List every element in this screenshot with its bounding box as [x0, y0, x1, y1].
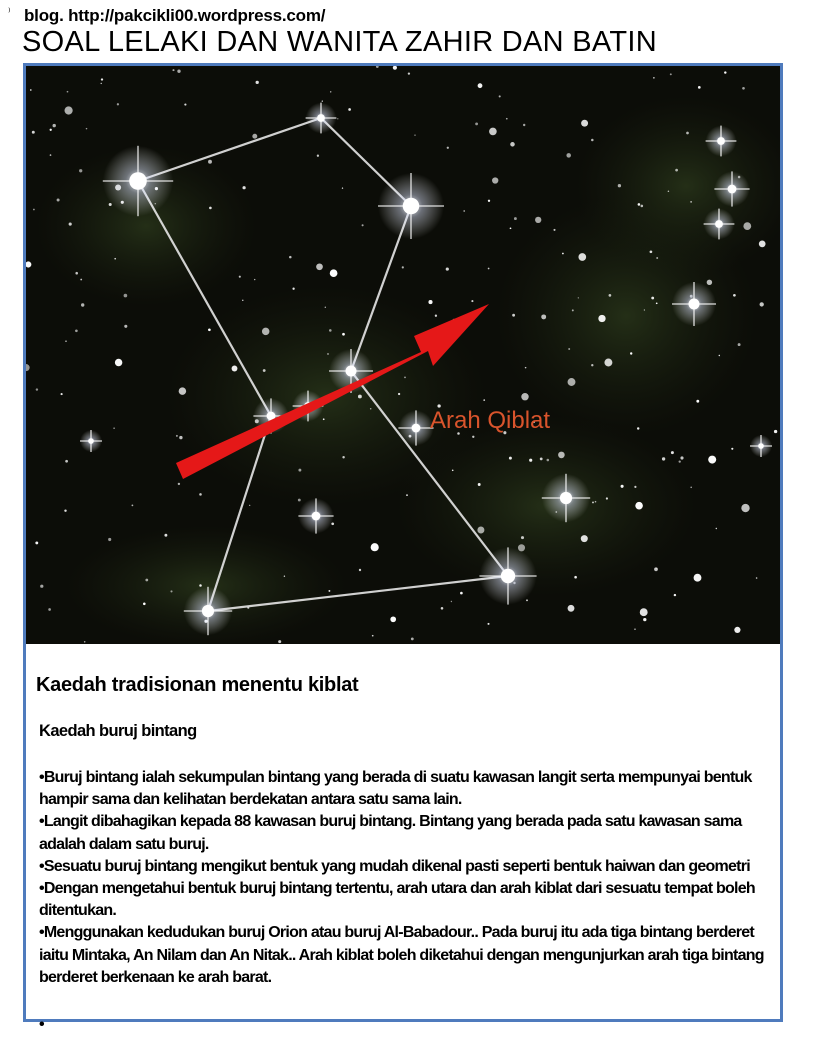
bullet-item: •Buruj bintang ialah sekumpulan bintang yang berada di suatu kawasan langit serta mempunyai bentuk hampir sama dan kelihatan berdekatan antara satu sama lain. — [39, 769, 752, 809]
star-icon — [672, 282, 716, 326]
slide-frame — [23, 63, 783, 1033]
star-icon — [750, 435, 772, 457]
bullet-item: •Sesuatu buruj bintang mengikut bentuk yang mudah dikenal pasti seperti bentuk haiwan dan geometri — [39, 857, 750, 875]
bullet-item: •Menggunakan kedudukan buruj Orion atau buruj Al-Babadour.. Pada buruj itu ada tiga bintang berderet iaitu Mintaka, An Nilam dan An Nitak.. Arah kiblat boleh diketahui dengan mengunjurkan arah tiga bintang berderet berkenaan ke arah barat. — [39, 924, 764, 986]
star-icon — [298, 498, 333, 533]
star-icon — [378, 173, 444, 239]
page-title: SOAL LELAKI DAN WANITA ZAHIR DAN BATIN — [22, 26, 658, 58]
star-icon — [306, 103, 337, 134]
star-icon — [184, 587, 232, 635]
star-icon — [704, 209, 735, 240]
star-icon — [479, 547, 536, 604]
bullet-item: •Langit dibahagikan kepada 88 kawasan buruj bintang. Bintang yang berada pada satu kawasan sama adalah dalam satu buruj. — [39, 813, 742, 853]
orion-constellation-image — [26, 66, 780, 644]
star-icon — [542, 474, 590, 522]
corner-mark: ⁾ — [8, 7, 11, 18]
section-subheading: Kaedah buruj bintang — [39, 722, 197, 740]
qiblat-label: Arah Qiblat — [430, 407, 551, 434]
star-icon — [103, 146, 173, 216]
section-heading: Kaedah tradisionan menentu kiblat — [36, 674, 359, 696]
star-icon — [398, 410, 433, 445]
empty-bullet: • — [39, 1016, 45, 1033]
bullet-list — [39, 767, 779, 989]
star-icon — [706, 126, 737, 157]
star-icon — [714, 171, 749, 206]
blog-url: blog. http://pakcikli00.wordpress.com/ — [24, 6, 326, 25]
bullet-item: •Dengan mengetahui bentuk buruj bintang tertentu, arah utara dan arah kiblat dari sesuatu tempat boleh ditentukan. — [39, 880, 755, 920]
star-icon — [80, 430, 102, 452]
